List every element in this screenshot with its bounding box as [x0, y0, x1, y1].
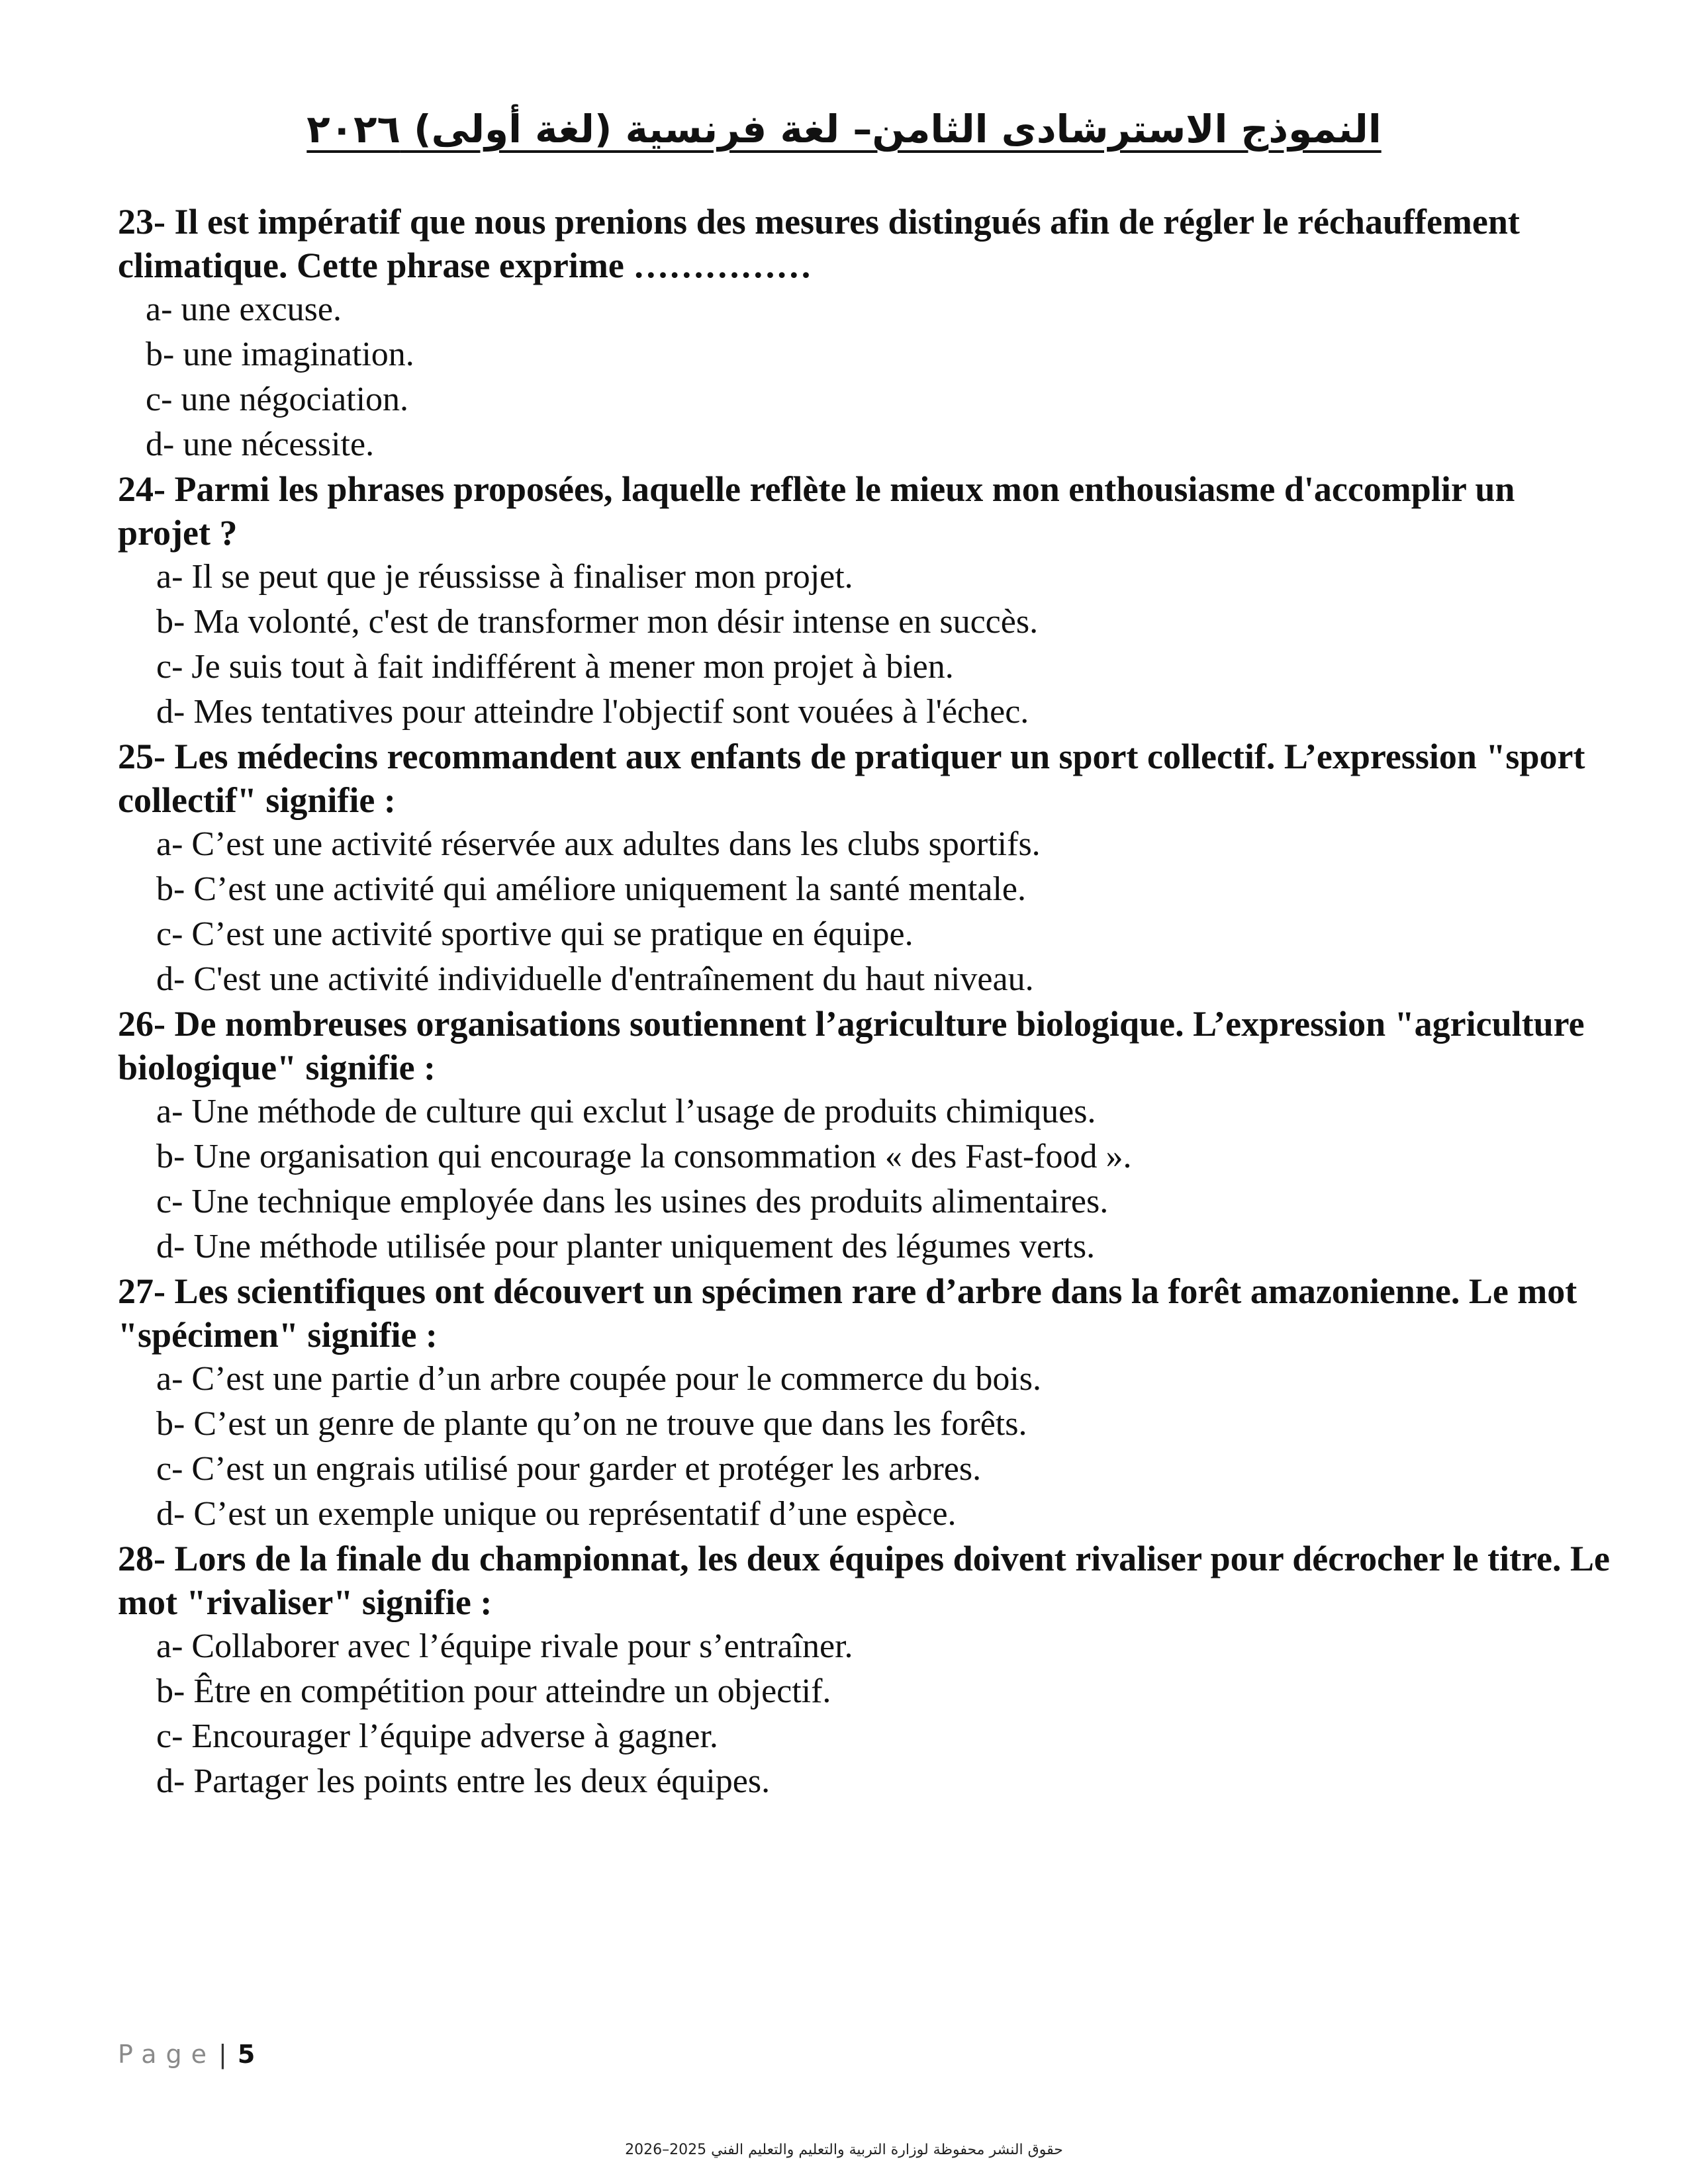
option-a: a- C’est une activité réservée aux adultes dans les clubs sportifs. [156, 825, 1041, 863]
options-list [118, 1089, 1614, 1269]
question-stem [118, 1002, 1614, 1089]
option-c: c- C’est un engrais utilisé pour garder et protéger les arbres. [156, 1450, 982, 1488]
question-text: De nombreuses organisations soutiennent l’agriculture biologique. L’expression "agriculture biologique" signifie : [118, 1004, 1585, 1087]
options-list [118, 1624, 1614, 1804]
option-a: a- C’est une partie d’un arbre coupée pour le commerce du bois. [156, 1360, 1042, 1398]
page-number: 5 [237, 2040, 256, 2069]
option-d: d- une nécessite. [146, 426, 375, 463]
option-b: b- C’est une activité qui améliore uniquement la santé mentale. [156, 870, 1026, 908]
question-23 [118, 200, 1614, 467]
question-26 [118, 1002, 1614, 1269]
option-b: b- Ma volonté, c'est de transformer mon désir intense en succès. [156, 603, 1039, 641]
options-list [118, 1357, 1614, 1537]
option-d: d- Partager les points entre les deux équipes. [156, 1762, 771, 1800]
question-number: 24- [118, 469, 165, 509]
option-c: c- C’est une activité sportive qui se pratique en équipe. [156, 915, 914, 953]
page-title [0, 99, 1688, 159]
question-text: Il est impératif que nous prenions des mesures distingués afin de régler le réchauffement climatique. Cette phrase exprime …………… [118, 202, 1520, 285]
option-b: b- une imagination. [146, 336, 414, 373]
page-label: Page [118, 2040, 216, 2069]
question-text: Les scientifiques ont découvert un spécimen rare d’arbre dans la forêt amazonienne. Le mot "spécimen" signifie : [118, 1271, 1577, 1355]
page-footer [118, 2040, 255, 2069]
option-c: c- une négociation. [146, 381, 409, 418]
option-a: a- Il se peut que je réussisse à finaliser mon projet. [156, 558, 853, 596]
question-stem [118, 1537, 1614, 1624]
question-25 [118, 735, 1614, 1002]
copyright-notice: حقوق النشر محفوظة لوزارة التربية والتعليم والتعليم الفني 2025–2026 [625, 2142, 1063, 2158]
question-stem [118, 735, 1614, 822]
option-a: a- Collaborer avec l’équipe rivale pour s’entraîner. [156, 1627, 853, 1665]
question-number: 25- [118, 737, 165, 776]
question-text: Les médecins recommandent aux enfants de pratiquer un sport collectif. L’expression "sport collectif" signifie : [118, 737, 1585, 820]
option-b: b- Une organisation qui encourage la consommation « des Fast-food ». [156, 1138, 1132, 1175]
option-a: a- une excuse. [146, 291, 342, 328]
option-c: c- Encourager l’équipe adverse à gagner. [156, 1717, 718, 1755]
question-28 [118, 1537, 1614, 1804]
question-number: 26- [118, 1004, 165, 1044]
option-b: b- C’est un genre de plante qu’on ne trouve que dans les forêts. [156, 1405, 1027, 1443]
options-list [118, 287, 1614, 467]
question-stem [118, 467, 1614, 555]
option-d: d- C’est un exemple unique ou représentatif d’une espèce. [156, 1495, 957, 1533]
questions-list [118, 200, 1614, 1804]
options-list [118, 822, 1614, 1002]
option-b: b- Être en compétition pour atteindre un objectif. [156, 1672, 831, 1710]
options-list [118, 555, 1614, 735]
option-d: d- C'est une activité individuelle d'entraînement du haut niveau. [156, 960, 1034, 998]
question-stem [118, 200, 1614, 287]
question-24 [118, 467, 1614, 735]
option-a: a- Une méthode de culture qui exclut l’usage de produits chimiques. [156, 1093, 1096, 1130]
page-separator: | [218, 2040, 227, 2069]
question-stem [118, 1269, 1614, 1357]
option-d: d- Une méthode utilisée pour planter uniquement des légumes verts. [156, 1228, 1096, 1265]
page-title-text: النموذج الاسترشادى الثامن– لغة فرنسية (لغة أولى) ٢٠٢٦ [306, 107, 1382, 152]
option-c: c- Une technique employée dans les usines des produits alimentaires. [156, 1183, 1109, 1220]
question-27 [118, 1269, 1614, 1537]
question-number: 23- [118, 202, 165, 242]
option-c: c- Je suis tout à fait indifférent à mener mon projet à bien. [156, 648, 954, 686]
question-number: 28- [118, 1539, 165, 1578]
option-d: d- Mes tentatives pour atteindre l'objectif sont vouées à l'échec. [156, 693, 1029, 731]
question-number: 27- [118, 1271, 165, 1311]
question-text: Lors de la finale du championnat, les deux équipes doivent rivaliser pour décrocher le titre. Le mot "rivaliser" signifie : [118, 1539, 1611, 1622]
question-text: Parmi les phrases proposées, laquelle reflète le mieux mon enthousiasme d'accomplir un projet ? [118, 469, 1515, 553]
